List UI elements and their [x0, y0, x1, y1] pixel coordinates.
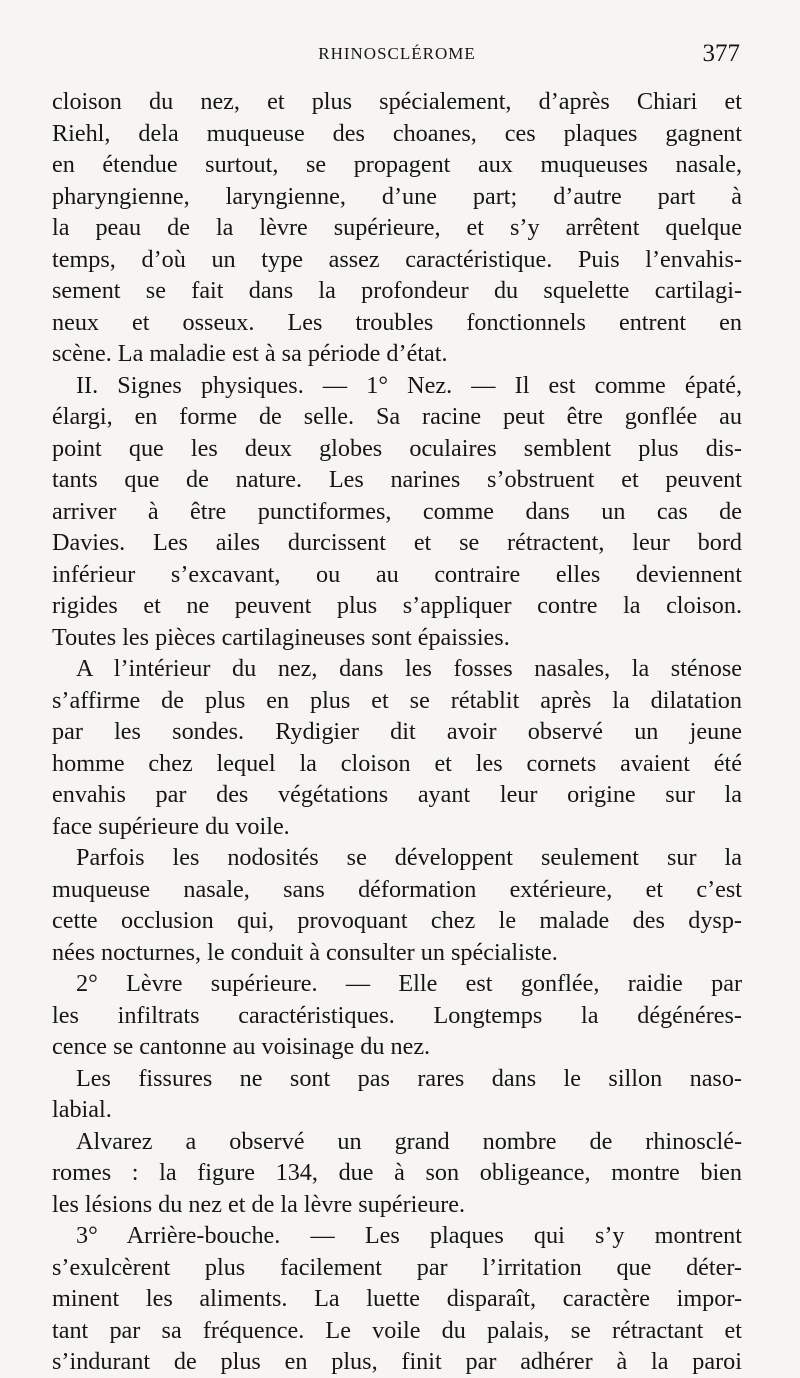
body-text: [52, 86, 742, 1378]
page-header: [52, 40, 742, 74]
text-line: 2° Lèvre supérieure. — Elle est gonflée, raidie par: [76, 970, 742, 997]
text-line: face supérieure du voile.: [52, 812, 290, 840]
text-line: cette occlusion qui, provoquant chez le malade des dysp-: [52, 907, 742, 934]
text-line: Parfois les nodosités se développent seulement sur la: [76, 844, 742, 871]
text-line: nées nocturnes, le conduit à consulter un spécialiste.: [52, 938, 558, 966]
text-line: rigides et ne peuvent plus s’appliquer contre la cloison.: [52, 592, 742, 619]
text-line: homme chez lequel la cloison et les cornets avaient été: [52, 749, 742, 777]
text-line: les lésions du nez et de la lèvre supérieure.: [52, 1190, 466, 1218]
text-line: minent les aliments. La luette disparaît, caractère impor-: [52, 1285, 742, 1312]
text-line: muqueuse nasale, sans déformation extérieure, et c’est: [52, 875, 742, 903]
text-line: sement se fait dans la profondeur du squelette cartilagi-: [52, 277, 742, 304]
text-line: la peau de la lèvre supérieure, et s’y arrêtent quelque: [52, 214, 742, 241]
text-line: s’indurant de plus en plus, finit par adhérer à la paroi: [52, 1348, 742, 1375]
text-line: 3° Arrière-bouche. — Les plaques qui s’y montrent: [76, 1222, 742, 1249]
text-line: Riehl, dela muqueuse des choanes, ces plaques gagnent: [52, 119, 742, 147]
text-line: s’affirme de plus en plus et se rétablit après la dilatation: [52, 686, 742, 714]
text-line: élargi, en forme de selle. Sa racine peut être gonflée au: [52, 403, 742, 430]
text-line: les infiltrats caractéristiques. Longtemps la dégénéres-: [52, 1001, 742, 1029]
text-line: tant par sa fréquence. Le voile du palais, se rétractant et: [52, 1316, 742, 1344]
running-title: RHINOSCLÉROME: [318, 44, 476, 63]
text-line: II. Signes physiques. — 1° Nez. — Il est comme épaté,: [76, 371, 742, 399]
text-line: romes : la figure 134, due à son obligeance, montre bien: [52, 1159, 742, 1186]
text-line: point que les deux globes oculaires semblent plus dis-: [52, 434, 742, 462]
text-line: tants que de nature. Les narines s’obstruent et peuvent: [52, 466, 742, 493]
text-line: temps, d’où un type assez caractéristique. Puis l’envahis-: [52, 245, 742, 273]
text-line: pharyngienne, laryngienne, d’une part; d’autre part à: [52, 182, 742, 210]
text-line: s’exulcèrent plus facilement par l’irritation que déter-: [52, 1253, 742, 1281]
text-line: envahis par des végétations ayant leur origine sur la: [52, 781, 742, 808]
text-line: cloison du nez, et plus spécialement, d’après Chiari et: [52, 88, 742, 115]
text-line: inférieur s’excavant, ou au contraire elles deviennent: [52, 560, 742, 588]
text-line: Alvarez a observé un grand nombre de rhinosclé-: [76, 1127, 742, 1155]
text-line: arriver à être punctiformes, comme dans un cas de: [52, 497, 742, 525]
text-line: en étendue surtout, se propagent aux muqueuses nasale,: [52, 151, 742, 178]
text-line: Toutes les pièces cartilagineuses sont épaissies.: [52, 623, 510, 651]
text-line: Davies. Les ailes durcissent et se rétractent, leur bord: [52, 529, 742, 556]
text-line: Les fissures ne sont pas rares dans le sillon naso-: [76, 1064, 742, 1092]
text-line: neux et osseux. Les troubles fonctionnels entrent en: [52, 308, 742, 336]
text-line: A l’intérieur du nez, dans les fosses nasales, la sténose: [76, 655, 742, 682]
text-line: scène. La maladie est à sa période d’état.: [52, 340, 448, 367]
text-line: labial.: [52, 1096, 112, 1123]
page-number: 377: [702, 40, 740, 67]
text-line: cence se cantonne au voisinage du nez.: [52, 1033, 431, 1060]
text-line: par les sondes. Rydigier dit avoir observé un jeune: [52, 718, 742, 745]
